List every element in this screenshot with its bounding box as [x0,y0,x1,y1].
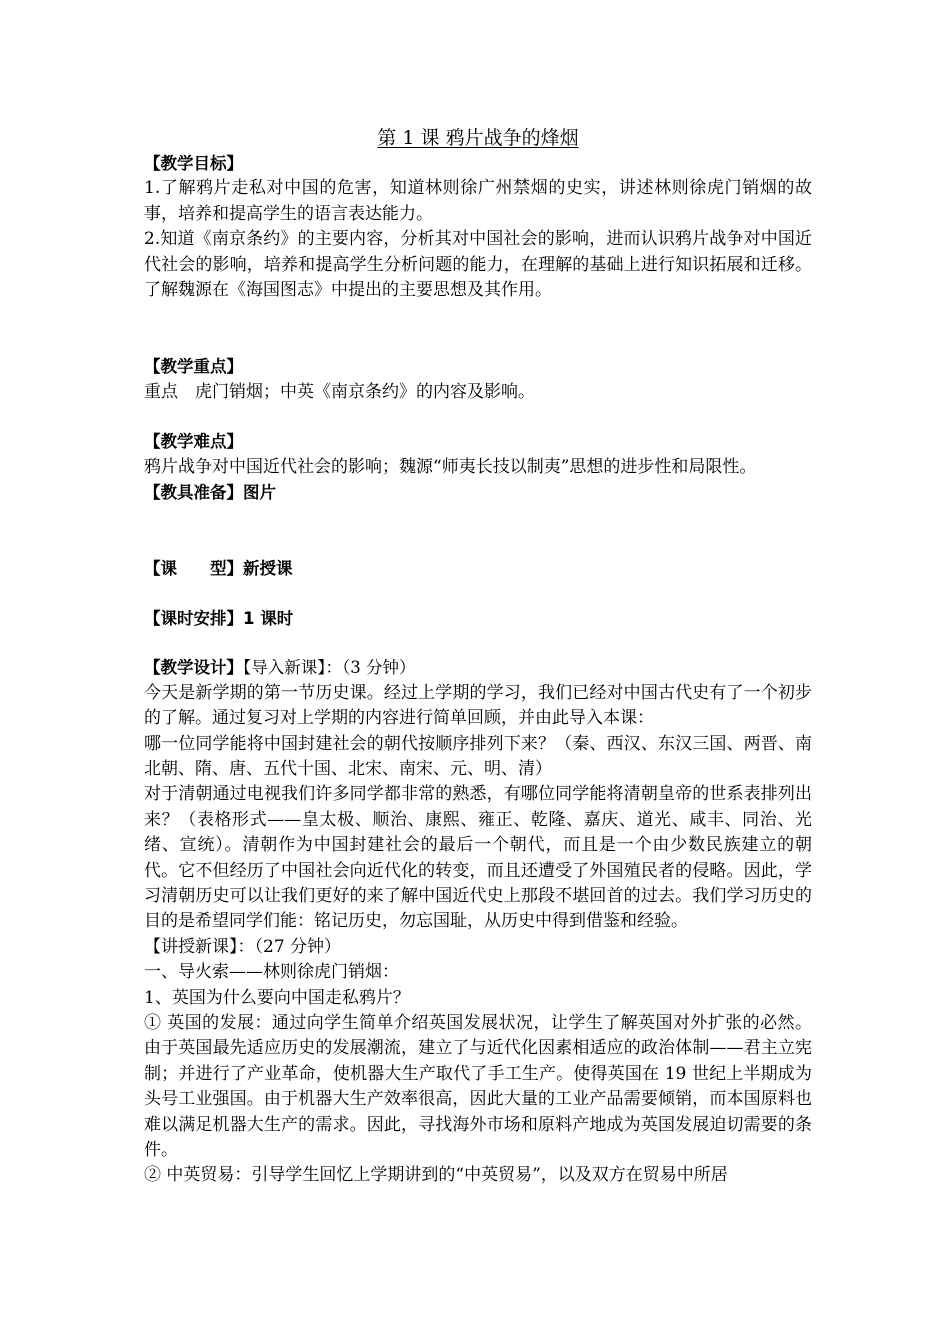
spacer [144,505,812,556]
intro-paragraph-3: 对于清朝通过电视我们许多同学都非常的熟悉，有哪位同学能将清朝皇帝的世系表排列出来？（表格形式——皇太极、顺治、康熙、雍正、乾隆、嘉庆、道光、咸丰、同治、光绪、宣统）。清朝作为中国封建社会的最后一个朝代，而且是一个由少数民族建立的朝代。它不但经历了中国社会向近代化的转变，而且还遭受了外国殖民者的侵略。因此，学习清朝历史可以让我们更好的来了解中国近代史上那段不堪回首的过去。我们学习历史的目的是希望同学们能：铭记历史，勿忘国耻，从历史中得到借鉴和经验。 [144,784,812,932]
point-1: ① 英国的发展：通过向学生简单介绍英国发展状况，让学生了解英国对外扩张的必然。由于英国最先适应历史的发展潮流，建立了与近代化因素相适应的政治体制——君主立宪制；并进行了产业革命，使机器大生产取代了手工生产。使得英国在 19 世纪上半期成为头号工业强国。由于机器大生产效率很高，因此大量的工业产品需要倾销，而本国原料也难以满足机器大生产的需求。因此，寻找海外市场和原料产地成为英国发展迫切需要的条件。 [144,1012,812,1160]
lecture-label: 【讲授新课】：（27 分钟） [144,936,342,957]
question-1: 1、英国为什么要向中国走私鸦片？ [144,987,410,1008]
spacer [144,631,812,655]
spacer [144,582,812,606]
key-points-heading: 【教学重点】 [144,357,243,377]
design-line [144,655,812,680]
key-points-text: 重点 虎门销烟；中英《南京条约》的内容及影响。 [144,381,535,402]
schedule-heading: 【课时安排】 [144,608,243,628]
difficulties-heading: 【教学难点】 [144,432,243,452]
lesson-type-line [144,556,812,581]
tools-value: 图片 [243,483,276,503]
lesson-title: 第 1 课 鸦片战争的烽烟 [377,127,579,149]
design-heading: 【教学设计】 [144,658,243,678]
tools-line [144,480,812,505]
document-page [144,125,812,1189]
objectives-heading: 【教学目标】 [144,154,243,173]
spacer [144,303,812,354]
section-1-heading: 一、导火索——林则徐虎门销烟： [144,962,399,983]
point-2: ② 中英贸易：引导学生回忆上学期讲到的“中英贸易”，以及双方在贸易中所居 [144,1165,728,1186]
objective-item-2: 2.知道《南京条约》的主要内容，分析其对中国社会的影响，进而认识鸦片战争对中国近代社会的影响，培养和提高学生分析问题的能力，在理解的基础上进行知识拓展和迁移。了解魏源在《海国图志》中提出的主要思想及其作用。 [144,229,812,301]
intro-label: 【导入新课】：（3 分钟） [243,658,416,678]
spacer [144,405,812,429]
lesson-type-heading: 【课 型】 [144,559,243,579]
intro-paragraph-1: 今天是新学期的第一节历史课。经过上学期的学习，我们已经对中国古代史有了一个初步的了解。通过复习对上学期的内容进行简单回顾，并由此导入本课： [144,682,812,729]
lesson-type-value: 新授课 [243,559,293,579]
difficulties-text: 鸦片战争对中国近代社会的影响；魏源“师夷长技以制夷”思想的进步性和局限性。 [144,456,757,477]
intro-paragraph-2: 哪一位同学能将中国封建社会的朝代按顺序排列下来？（秦、西汉、东汉三国、两晋、南北朝、隋、唐、五代十国、北宋、南宋、元、明、清） [144,733,812,779]
objective-item-1: 1.了解鸦片走私对中国的危害，知道林则徐广州禁烟的史实，讲述林则徐虎门销烟的故事，培养和提高学生的语言表达能力。 [144,178,812,224]
schedule-value: 1 课时 [243,608,294,628]
schedule-line [144,606,812,631]
tools-heading: 【教具准备】 [144,483,243,503]
